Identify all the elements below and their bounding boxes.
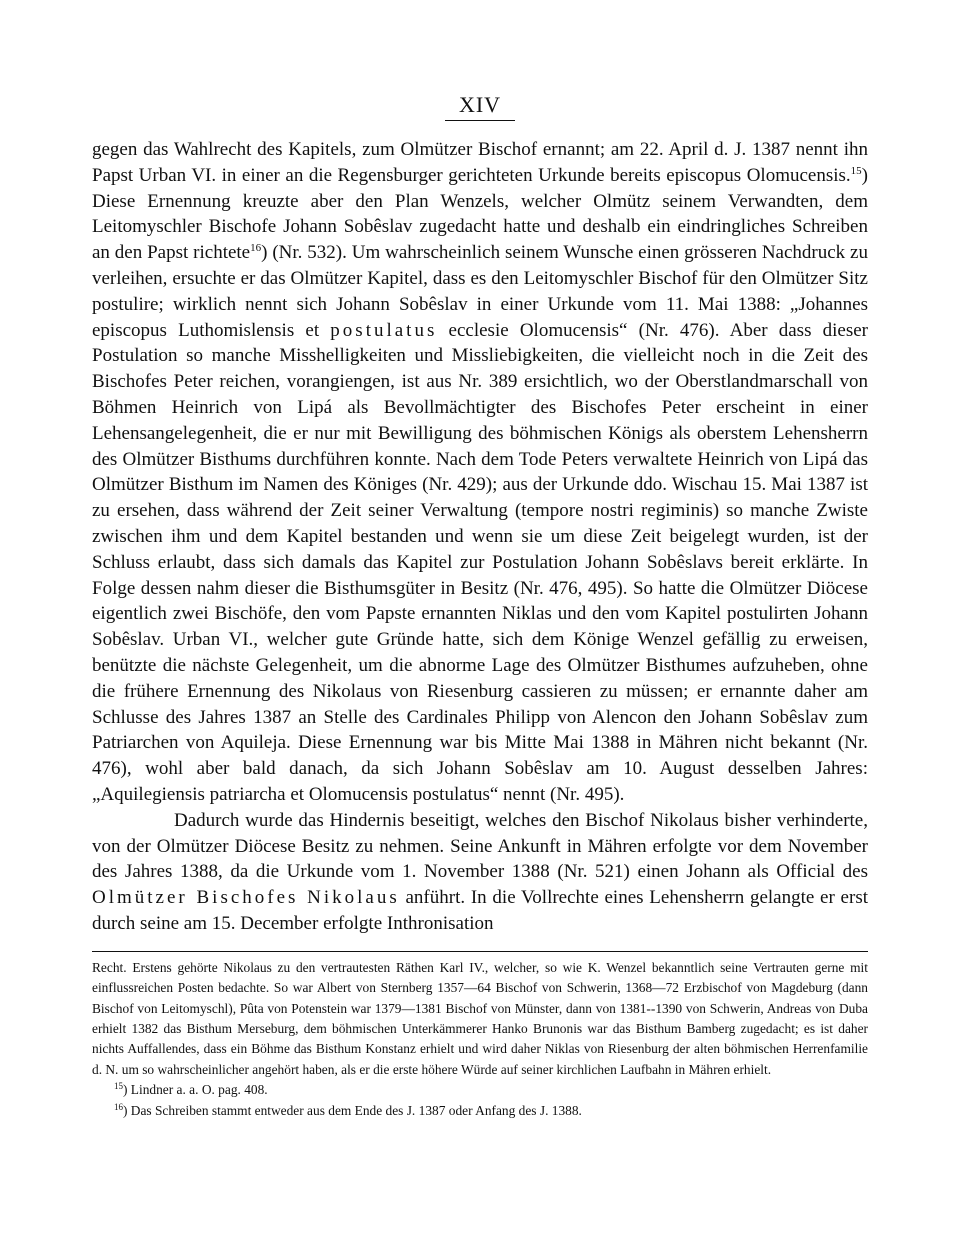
- paragraph-1: [92, 137, 868, 808]
- footnotes: [92, 958, 868, 1121]
- page-header: [92, 92, 868, 121]
- paragraph-1-part-b: ) Diese Ernennung kreuzte aber den Plan Wenzels, welcher Olmütz seinem Verwandten, dem Leitomyschler Bischofe Johann Sobêslav zugedacht hatte und deshalb ein eindringliches Schreiben an den Papst richtete: [92, 164, 868, 264]
- paragraph-1-part-a: gegen das Wahlrecht des Kapitels, zum Olmützer Bischof ernannt; am 22. April d. J. 1387 nennt ihn Papst Urban VI. in einer an die Regensburger gerichteten Urkunde bereits episcopus Olomucensis.: [92, 139, 868, 186]
- page-number: XIV: [445, 92, 515, 121]
- footnote-ref-16: 16: [250, 242, 262, 255]
- paragraph-2-part-a: Dadurch wurde das Hindernis beseitigt, welches den Bischof Nikolaus bisher verhinderte, von der Olmützer Diöcese Besitz zu nehmen. Seine Ankunft in Mähren erfolgte vor dem November des Jahres 1388, da die Urkunde vom 1. November 1388 (Nr. 521) einen Johann als Official des: [92, 809, 868, 883]
- footnote-15-number: 15: [114, 1081, 123, 1092]
- spaced-phrase-bischof: Olmützer Bischofes Nikolaus: [92, 887, 400, 909]
- document-page: [92, 92, 868, 1121]
- footnote-divider: [92, 951, 868, 952]
- footnote-continued: Recht. Erstens gehörte Nikolaus zu den vertrautesten Räthen Karl IV., welcher, so wie K. Wenzel bekanntlich seine Vertrauten gerne mit einflussreichen Posten bedachte. So war Albert von Sternberg 1357—64 Bischof von Schwerin, 1368—72 Erzbischof von Magdeburg (dann Bischof von Leitomyschl), Pûta von Potenstein war 1379—1381 Bischof von Münster, dann von 1381--1390 von Schwerin, Andreas von Duba erhielt 1382 das Bisthum Merseburg, dem böhmischen Unterkämmerer Hanko Brunonis war das Bisthum Bamberg zugedacht; es ist daher nichts Auffallendes, dass ein Böhme das Bisthum Konstanz erhielt und wird daher Niklas von Riesenburg der alten böhmischen Herrenfamilie d. N. um so wahrscheinlicher angehört haben, als er die erste höhere Würde auf seiner kirchlichen Laufbahn in Mähren erhielt.: [92, 959, 868, 1077]
- footnote-16-text: ) Das Schreiben stammt entweder aus dem Ende des J. 1387 oder Anfang des J. 1388.: [123, 1102, 582, 1118]
- footnote-15-text: ) Lindner a. a. O. pag. 408.: [123, 1082, 268, 1098]
- footnote-ref-15: 15: [850, 164, 862, 177]
- paragraph-2: [92, 808, 868, 937]
- footnote-15: [92, 1080, 868, 1100]
- footnote-16-number: 16: [114, 1101, 123, 1112]
- main-text: [92, 137, 868, 937]
- spaced-word-postulatus: postulatus: [330, 319, 438, 341]
- paragraph-1-part-c: ) (Nr. 532). Um wahrscheinlich seinem Wunsche einen grösseren Nachdruck zu verleihen, ersuchte er das Olmützer Kapitel, dass es den Leitomyschler Bischof für den Olmützer Sitz postulire; wirklich nennt sich Johann Sobêslav in einer Urkunde vom 11. Mai 1388: „Johannes episcopus Luthomislensis et: [92, 242, 868, 341]
- paragraph-1-part-d: ecclesie Olomucensis“ (Nr. 476). Aber dass dieser Postulation so manche Misshelligkeiten und Missliebigkeiten, die vielleicht noch in die Zeit des Bischofes Peter reichen, vorangiengen, ist aus Nr. 389 ersichtlich, wo der Oberstlandmarschall von Böhmen Heinrich von Lipá als Bevollmächtigter des Bischofes Peter erscheint in einer Lehensangelegenheit, die er nur mit Bewilligung des böhmischen Königs als oberstem Lehensherrn des Olmützer Bisthums durchführen konnte. Nach dem Tode Peters verwaltete Heinrich von Lipá das Olmützer Bisthum im Namen des Königes (Nr. 429); aus der Urkunde ddo. Wischau 15. Mai 1387 ist zu ersehen, dass während der Zeit seiner Verwaltung (tempore nostri regiminis) so manche Zwiste zwischen ihm und dem Kapitel bestanden und wenn sie um diese Zeit beigelegt wurden, ist der Schluss erlaubt, dass sich damals das Kapitel zur Postulation Johann Sobêslavs bereit erklärte. In Folge dessen nahm dieser die Bisthumsgüter in Besitz (Nr. 476, 495). So hatte die Olmützer Diöcese eigentlich zwei Bischöfe, den vom Papste ernannten Niklas und den vom Kapitel postulirten Johann Sobêslav. Urban VI., welcher gute Gründe hatte, sich dem Könige Wenzel gefällig zu erweisen, benützte die nächste Gelegenheit, um die abnorme Lage des Olmützer Bisthumes aufzuheben, ohne die frühere Ernennung des Nikolaus von Riesenburg cassieren zu müssen; er ernannte daher am Schlusse des Jahres 1387 an Stelle des Cardinales Philipp von Alencon den Johann Sobêslav zum Patriarchen von Aquileja. Diese Ernennung war bis Mitte Mai 1388 in Mähren nicht bekannt (Nr. 476), wohl aber bald danach, da sich Johann Sobêslav am 10. August desselben Jahres: „Aquilegiensis patriarcha et Olomucensis postulatus“ nennt (Nr. 495).: [92, 319, 869, 805]
- footnote-16: [92, 1101, 868, 1121]
- paragraph-2-part-b: anführt. In die Vollrechte eines Lehensherrn gelangte er erst durch seine am 15. December erfolgte Inthronisation: [92, 887, 868, 934]
